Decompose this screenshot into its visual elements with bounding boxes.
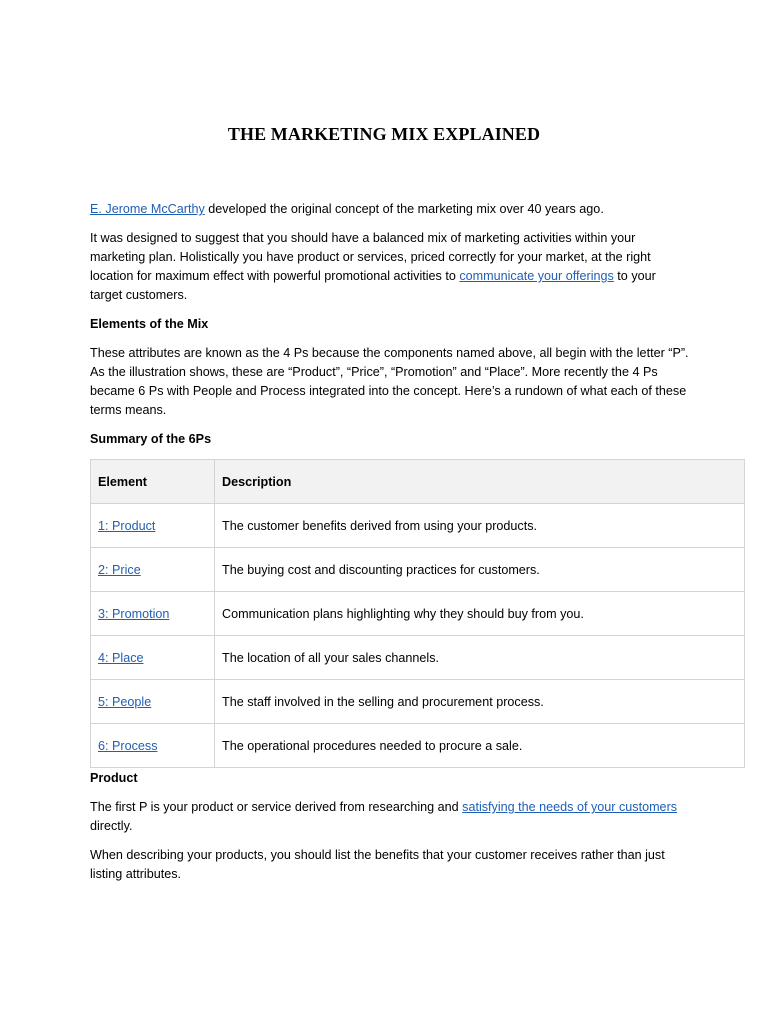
table-row	[91, 724, 745, 768]
attributes-paragraph: These attributes are known as the 4 Ps because the components named above, all begin with the letter “P”. As the illustration shows, these are “Product”, “Price”, “Promotion” and “Place”. More recently the 4 Ps became 6 Ps with People and Process integrated into the concept. Here’s a rundown of what each of these terms means.	[90, 346, 689, 417]
customer-needs-link[interactable]: satisfying the needs of your customers	[462, 800, 678, 814]
design-text-before: It was designed to suggest that you should have a balanced mix of marketing activities within your marketing plan. Holistically you have product or services, priced correctly for your market, at the right location for maximum effect with powerful promotional activities to	[90, 231, 651, 283]
product-link[interactable]: 1: Product	[98, 518, 156, 533]
element-cell	[91, 548, 215, 592]
page-title: THE MARKETING MIX EXPLAINED	[227, 124, 541, 144]
first-p-text-after: directly.	[90, 819, 133, 833]
summary-table	[90, 459, 745, 768]
intro-text: developed the original concept of the marketing mix over 40 years ago.	[204, 202, 604, 216]
description-cell: The customer benefits derived from using your products.	[215, 504, 745, 548]
design-paragraph	[90, 229, 690, 305]
product-heading: Product	[90, 771, 138, 785]
description-cell: The location of all your sales channels.	[215, 636, 745, 680]
table-header-row	[91, 460, 745, 504]
intro-paragraph	[90, 200, 690, 219]
description-cell: Communication plans highlighting why they should buy from you.	[215, 592, 745, 636]
summary-heading: Summary of the 6Ps	[90, 432, 212, 446]
table-row	[91, 504, 745, 548]
first-p-paragraph	[90, 798, 690, 836]
description-cell: The operational procedures needed to procure a sale.	[215, 724, 745, 768]
element-cell	[91, 724, 215, 768]
table-row	[91, 548, 745, 592]
description-cell: The buying cost and discounting practices for customers.	[215, 548, 745, 592]
promotion-link[interactable]: 3: Promotion	[98, 606, 170, 621]
table-row	[91, 592, 745, 636]
process-link[interactable]: 6: Process	[98, 738, 158, 753]
place-link[interactable]: 4: Place	[98, 650, 144, 665]
description-cell: The staff involved in the selling and procurement process.	[215, 680, 745, 724]
design-text-after: to your target customers.	[90, 269, 656, 302]
element-column-header: Element	[91, 460, 215, 504]
element-cell	[91, 592, 215, 636]
table-row	[91, 680, 745, 724]
element-cell	[91, 636, 215, 680]
element-cell	[91, 504, 215, 548]
description-column-header: Description	[215, 460, 745, 504]
element-cell	[91, 680, 215, 724]
table-row	[91, 636, 745, 680]
communicate-offerings-link[interactable]: communicate your offerings	[459, 269, 614, 283]
benefits-paragraph: When describing your products, you should list the benefits that your customer receives rather than just listing attributes.	[90, 848, 665, 881]
price-link[interactable]: 2: Price	[98, 562, 141, 577]
mccarthy-link[interactable]: E. Jerome McCarthy	[90, 202, 205, 216]
elements-heading: Elements of the Mix	[90, 317, 209, 331]
people-link[interactable]: 5: People	[98, 694, 152, 709]
first-p-text-before: The first P is your product or service derived from researching and	[90, 800, 463, 814]
